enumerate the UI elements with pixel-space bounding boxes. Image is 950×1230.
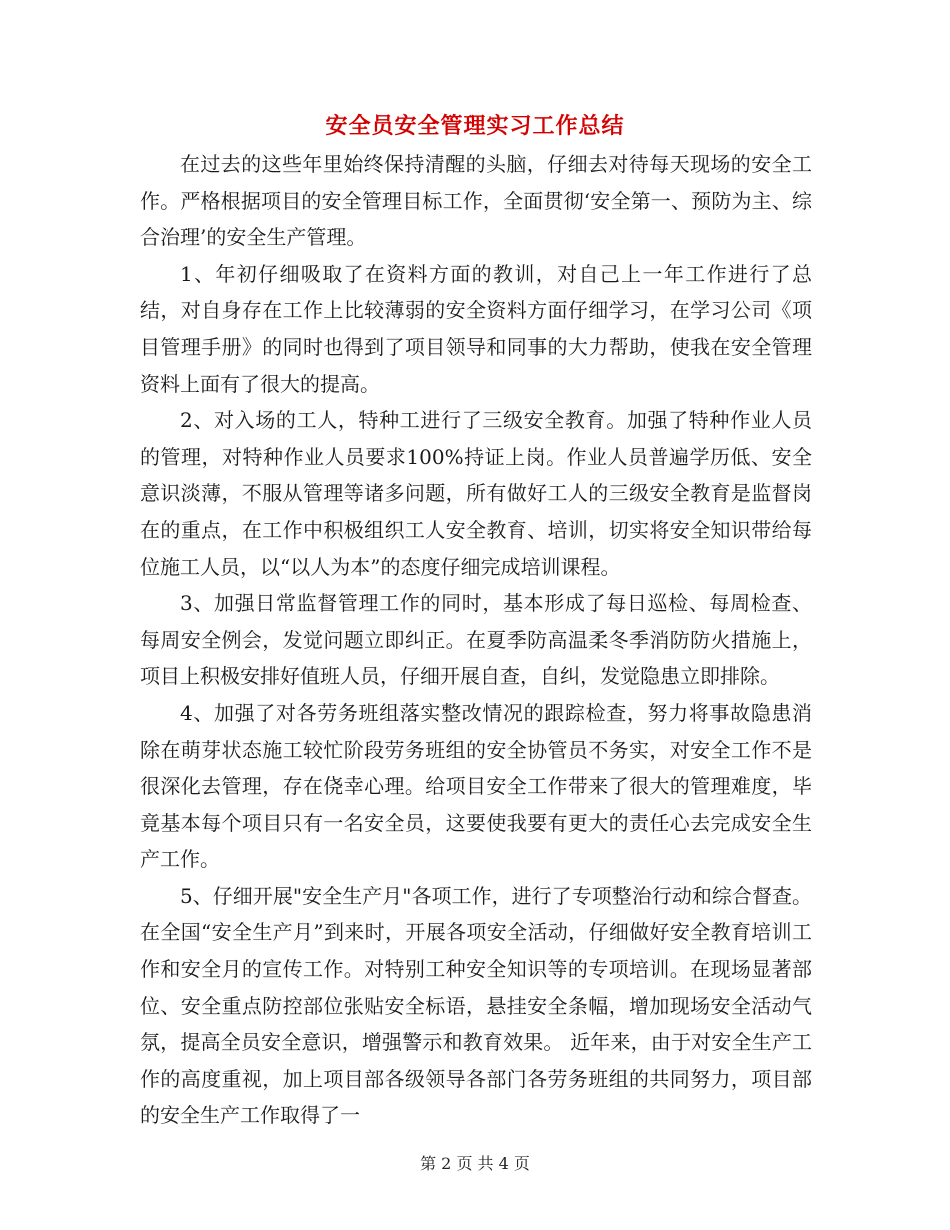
document-title: 安全员安全管理实习工作总结 <box>325 113 625 139</box>
paragraph-item-4: 4、加强了对各劳务班组落实整改情况的跟踪检查，努力将事故隐患消除在萌芽状态施工较忙阶段劳务班组的安全协管员不务实，对安全工作不是很深化去管理，存在侥幸心理。给项目安全工作带来了很大的管理难度，毕竟基本每个项目只有一名安全员，这要使我要有更大的责任心去完成安全生产工作。 <box>140 700 812 872</box>
paragraph-item-5: 5、仔细开展"安全生产月"各项工作，进行了专项整治行动和综合督查。在全国“安全生产月”到来时，开展各项安全活动，仔细做好安全教育培训工作和安全月的宣传工作。对特别工种安全知识等的专项培训。在现场显著部位、安全重点防控部位张贴安全标语，悬挂安全条幅，增加现场安全活动气氛，提高全员安全意识，增强警示和教育效果。 近年来，由于对安全生产工作的高度重视，加上项目部各级领导各部门各劳务班组的共同努力，项目部的安全生产工作取得了一 <box>140 883 812 1128</box>
page-footer: 第 2 页 共 4 页 <box>420 1154 530 1173</box>
paragraph-item-2: 2、对入场的工人，特种工进行了三级安全教育。加强了特种作业人员的管理，对特种作业人员要求100%持证上岗。作业人员普遍学历低、安全意识淡薄，不服从管理等诸多问题，所有做好工人的三级安全教育是监督岗在的重点，在工作中积极组织工人安全教育、培训，切实将安全知识带给每位施工人员，以“以人为本”的态度仔细完成培训课程。 <box>140 408 812 579</box>
document-body <box>140 146 812 1134</box>
paragraph-intro: 在过去的这些年里始终保持清醒的头脑，仔细去对待每天现场的安全工作。严格根据项目的安全管理目标工作，全面贯彻‘安全第一、预防为主、综合治理’的安全生产管理。 <box>140 152 812 250</box>
paragraph-item-3: 3、加强日常监督管理工作的同时，基本形成了每日巡检、每周检查、每周安全例会，发觉问题立即纠正。在夏季防高温柔冬季消防防火措施上，项目上积极安排好值班人员，仔细开展自查，自纠，发觉隐患立即排除。 <box>140 591 812 689</box>
paragraph-item-1: 1、年初仔细吸取了在资料方面的教训，对自己上一年工作进行了总结，对自身存在工作上比较薄弱的安全资料方面仔细学习，在学习公司《项目管理手册》的同时也得到了项目领导和同事的大力帮助，使我在安全管理资料上面有了很大的提高。 <box>140 261 812 396</box>
